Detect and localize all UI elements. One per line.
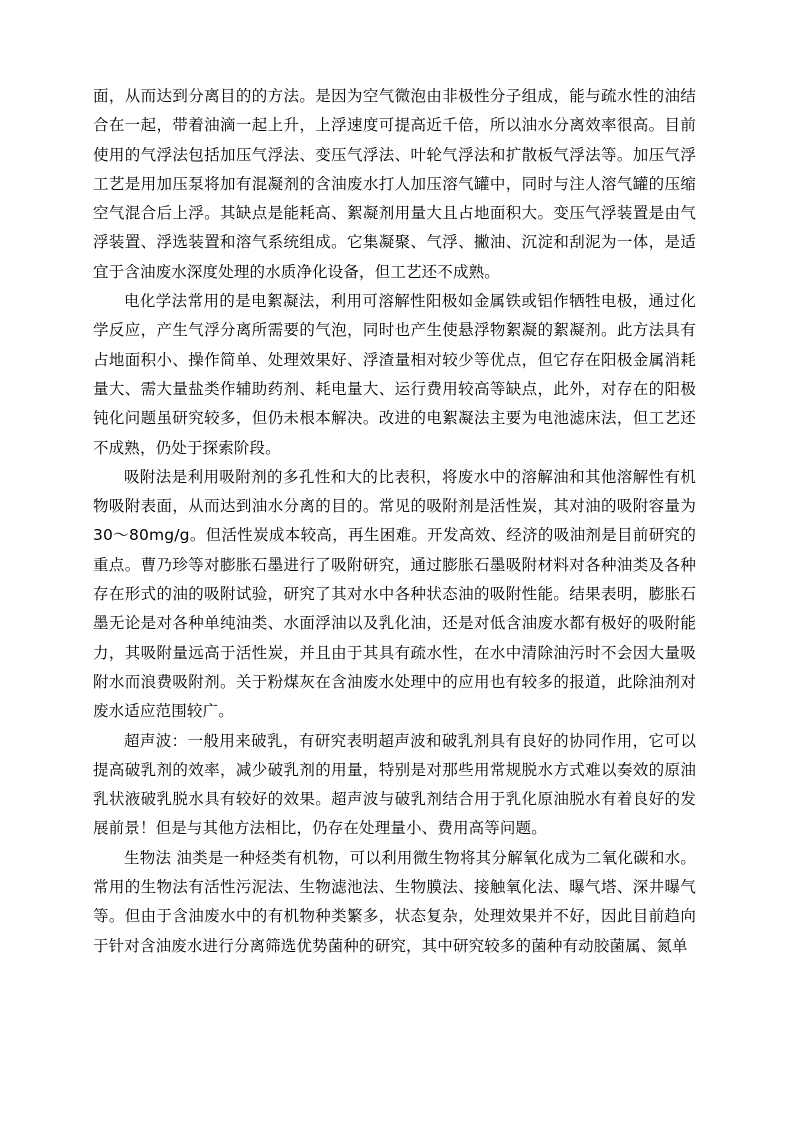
paragraph-adsorption: 吸附法是利用吸附剂的多孔性和大的比表积，将废水中的溶解油和其他溶解性有机物吸附表面，从而达到油水分离的目的。常见的吸附剂是活性炭，其对油的吸附容量为30～80mg/g。但活性炭成本较高，再生困难。开发高效、经济的吸油剂是目前研究的重点。曹乃珍等对膨胀石墨进行了吸附研究，通过膨胀石墨吸附材料对各种油类及各种存在形式的油的吸附试验，研究了其对水中各种状态油的吸附性能。结果表明，膨胀石墨无论是对各种单纯油类、水面浮油以及乳化油，还是对低含油废水都有极好的吸附能力，其吸附量远高于活性炭，并且由于其具有疏水性，在水中清除油污时不会因大量吸附水而浪费吸附剂。关于粉煤灰在含油废水处理中的应用也有较多的报道，此除油剂对废水适应范围较广。 [93,467,696,721]
paragraph-ultrasonic: 超声波：一般用来破乳，有研究表明超声波和破乳剂具有良好的协同作用，它可以提高破乳剂的效率，减少破乳剂的用量，特别是对那些用常规脱水方式难以奏效的原油乳状液破乳脱水具有较好的效果。超声波与破乳剂结合用于乳化原油脱水有着良好的发展前景！但是与其他方法相比，仍存在处理量小、费用高等问题。 [93,731,696,838]
document-body [93,82,696,961]
paragraph-air-flotation: 面，从而达到分离目的的方法。是因为空气微泡由非极性分子组成，能与疏水性的油结合在一起，带着油滴一起上升，上浮速度可提高近千倍，所以油水分离效率很高。目前使用的气浮法包括加压气浮法、变压气浮法、叶轮气浮法和扩散板气浮法等。加压气浮工艺是用加压泵将加有混凝剂的含油废水打人加压溶气罐中，同时与注人溶气罐的压缩空气混合后上浮。其缺点是能耗高、絮凝剂用量大且占地面积大。变压气浮装置是由气浮装置、浮选装置和溶气系统组成。它集凝聚、气浮、撇油、沉淀和刮泥为一体，是适宜于含油废水深度处理的水质净化设备，但工艺还不成熟。 [93,87,696,281]
paragraph-electrochemical: 电化学法常用的是电絮凝法，利用可溶解性阳极如金属铁或铝作牺牲电极，通过化学反应，产生气浮分离所需要的气泡，同时也产生使悬浮物絮凝的絮凝剂。此方法具有占地面积小、操作简单、处理效果好、浮渣量相对较少等优点，但它存在阳极金属消耗量大、需大量盐类作辅助药剂、耗电量大、运行费用较高等缺点，此外，对存在的阳极钝化问题虽研究较多，但仍未根本解决。改进的电絮凝法主要为电池滤床法，但工艺还不成熟，仍处于探索阶段。 [93,292,696,457]
paragraph-biological: 生物法 油类是一种烃类有机物，可以利用微生物将其分解氧化成为二氧化碳和水。常用的生物法有活性污泥法、生物滤池法、生物膜法、接触氧化法、曝气塔、深井曝气等。但由于含油废水中的有机物种类繁多，状态复杂，处理效果并不好，因此目前趋向于针对含油废水进行分离筛选优势菌种的研究，其中研究较多的菌种有动胶菌属、氮单 [93,848,696,955]
